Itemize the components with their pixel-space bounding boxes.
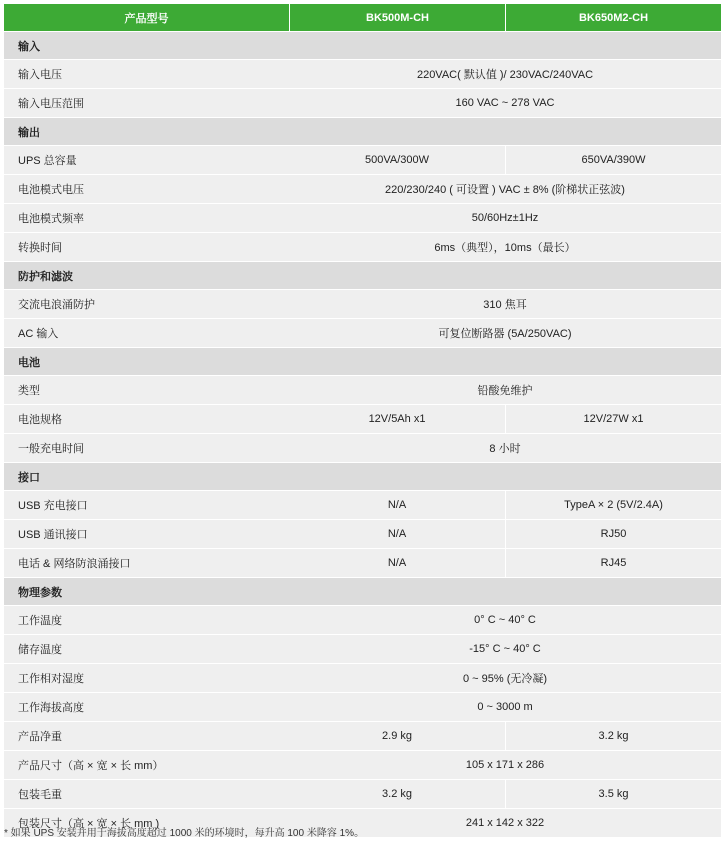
table-row bbox=[4, 204, 721, 233]
row-label: 包装毛重 bbox=[4, 780, 289, 809]
value-bk500: N/A bbox=[289, 520, 505, 549]
row-label: 工作温度 bbox=[4, 606, 289, 635]
value-bk500: 500VA/300W bbox=[289, 146, 505, 175]
table-body bbox=[4, 32, 721, 838]
table-row bbox=[4, 693, 721, 722]
section-title: 输出 bbox=[4, 118, 721, 146]
table-row bbox=[4, 319, 721, 348]
table-row bbox=[4, 491, 721, 520]
value-shared: 铅酸免维护 bbox=[289, 376, 721, 405]
value-shared: 241 x 142 x 322 bbox=[289, 809, 721, 838]
value-shared: 310 焦耳 bbox=[289, 290, 721, 319]
table-row bbox=[4, 175, 721, 204]
value-shared: 105 x 171 x 286 bbox=[289, 751, 721, 780]
table-row bbox=[4, 635, 721, 664]
row-label: 储存温度 bbox=[4, 635, 289, 664]
row-label: 电池规格 bbox=[4, 405, 289, 434]
table-row bbox=[4, 405, 721, 434]
section-header-row bbox=[4, 578, 721, 606]
table-row bbox=[4, 233, 721, 262]
row-label: 一般充电时间 bbox=[4, 434, 289, 463]
value-shared: -15° C ~ 40° C bbox=[289, 635, 721, 664]
spec-table bbox=[4, 4, 721, 838]
value-shared: 0 ~ 95% (无冷凝) bbox=[289, 664, 721, 693]
row-label: 输入电压范围 bbox=[4, 89, 289, 118]
row-label: AC 输入 bbox=[4, 319, 289, 348]
row-label: 交流电浪涌防护 bbox=[4, 290, 289, 319]
value-bk650: 3.2 kg bbox=[505, 722, 721, 751]
value-shared: 8 小时 bbox=[289, 434, 721, 463]
value-shared: 0° C ~ 40° C bbox=[289, 606, 721, 635]
table-row bbox=[4, 780, 721, 809]
value-bk650: RJ50 bbox=[505, 520, 721, 549]
table-row bbox=[4, 549, 721, 578]
header-model-label: 产品型号 bbox=[4, 4, 289, 32]
value-bk650: TypeA × 2 (5V/2.4A) bbox=[505, 491, 721, 520]
header-model-bk500: BK500M-CH bbox=[289, 4, 505, 32]
value-shared: 6ms（典型），10ms（最长） bbox=[289, 233, 721, 262]
value-shared: 50/60Hz±1Hz bbox=[289, 204, 721, 233]
value-shared: 160 VAC ~ 278 VAC bbox=[289, 89, 721, 118]
row-label: 工作海拔高度 bbox=[4, 693, 289, 722]
row-label: 工作相对湿度 bbox=[4, 664, 289, 693]
section-title: 防护和滤波 bbox=[4, 262, 721, 290]
section-title: 物理参数 bbox=[4, 578, 721, 606]
row-label: 产品尺寸（高 × 宽 × 长 mm） bbox=[4, 751, 289, 780]
table-row bbox=[4, 290, 721, 319]
row-label: USB 充电接口 bbox=[4, 491, 289, 520]
table-row bbox=[4, 751, 721, 780]
table-row bbox=[4, 376, 721, 405]
value-bk500: N/A bbox=[289, 491, 505, 520]
row-label: 电话 & 网络防浪涌接口 bbox=[4, 549, 289, 578]
section-title: 电池 bbox=[4, 348, 721, 376]
table-row bbox=[4, 606, 721, 635]
row-label: 包装尺寸（高 × 宽 × 长 mm ) bbox=[4, 809, 289, 838]
section-header-row bbox=[4, 32, 721, 60]
section-header-row bbox=[4, 262, 721, 290]
table-row bbox=[4, 722, 721, 751]
row-label: 电池模式频率 bbox=[4, 204, 289, 233]
value-bk650: 650VA/390W bbox=[505, 146, 721, 175]
row-label: 产品净重 bbox=[4, 722, 289, 751]
value-shared: 可复位断路器 (5A/250VAC) bbox=[289, 319, 721, 348]
value-bk650: RJ45 bbox=[505, 549, 721, 578]
table-row bbox=[4, 434, 721, 463]
value-shared: 0 ~ 3000 m bbox=[289, 693, 721, 722]
spec-table-container bbox=[4, 4, 721, 838]
table-row bbox=[4, 520, 721, 549]
row-label: USB 通讯接口 bbox=[4, 520, 289, 549]
table-header-row bbox=[4, 4, 721, 32]
value-bk500: N/A bbox=[289, 549, 505, 578]
value-shared: 220VAC( 默认值 )/ 230VAC/240VAC bbox=[289, 60, 721, 89]
row-label: UPS 总容量 bbox=[4, 146, 289, 175]
row-label: 类型 bbox=[4, 376, 289, 405]
row-label: 电池模式电压 bbox=[4, 175, 289, 204]
value-bk500: 12V/5Ah x1 bbox=[289, 405, 505, 434]
section-header-row bbox=[4, 118, 721, 146]
row-label: 输入电压 bbox=[4, 60, 289, 89]
section-header-row bbox=[4, 348, 721, 376]
row-label: 转换时间 bbox=[4, 233, 289, 262]
value-bk500: 2.9 kg bbox=[289, 722, 505, 751]
value-bk650: 12V/27W x1 bbox=[505, 405, 721, 434]
table-row bbox=[4, 89, 721, 118]
table-row bbox=[4, 60, 721, 89]
header-model-bk650: BK650M2-CH bbox=[505, 4, 721, 32]
section-title: 接口 bbox=[4, 463, 721, 491]
section-title: 输入 bbox=[4, 32, 721, 60]
table-row bbox=[4, 664, 721, 693]
section-header-row bbox=[4, 463, 721, 491]
value-bk500: 3.2 kg bbox=[289, 780, 505, 809]
table-row bbox=[4, 146, 721, 175]
value-bk650: 3.5 kg bbox=[505, 780, 721, 809]
footnote: * 如果 UPS 安装并用于海拔高度超过 1000 米的环境时，每升高 100 米降容 1%。 bbox=[4, 828, 365, 839]
value-shared: 220/230/240 ( 可设置 ) VAC ± 8% (阶梯状正弦波) bbox=[289, 175, 721, 204]
